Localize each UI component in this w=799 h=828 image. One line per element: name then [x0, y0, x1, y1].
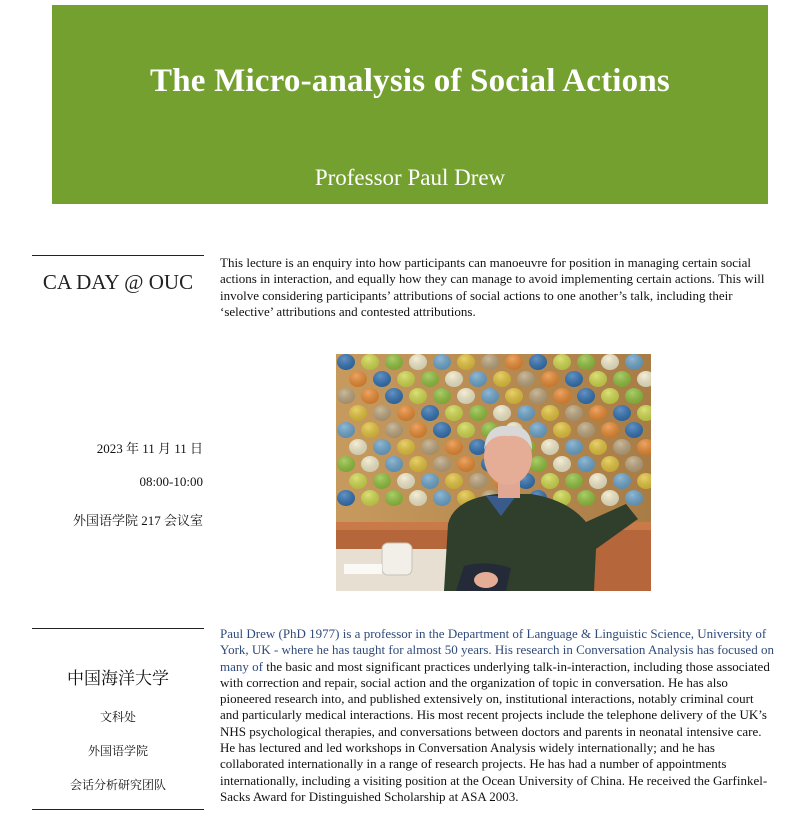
wall-pod-shading — [337, 354, 355, 370]
wall-pod-shading — [397, 439, 415, 455]
wall-pod-shading — [565, 405, 583, 421]
wall-pod-shading — [337, 456, 355, 472]
wall-pod-shading — [553, 354, 571, 370]
wall-pod-shading — [433, 388, 451, 404]
divider-top — [32, 255, 204, 256]
title-banner — [52, 5, 768, 204]
wall-pod-shading — [361, 422, 379, 438]
wall-pod-shading — [349, 473, 367, 489]
wall-pod-shading — [601, 422, 619, 438]
lecture-title: The Micro-analysis of Social Actions — [150, 63, 670, 99]
divider-middle — [32, 628, 204, 629]
wall-pod-shading — [349, 371, 367, 387]
wall-pod-shading — [529, 422, 547, 438]
wall-pod-shading — [409, 422, 427, 438]
wall-pod-shading — [385, 388, 403, 404]
wall-pod-shading — [421, 439, 439, 455]
wall-pod-shading — [373, 473, 391, 489]
wall-pod-shading — [625, 354, 643, 370]
wall-pod-shading — [421, 405, 439, 421]
wall-pod-shading — [385, 422, 403, 438]
wall-pod-shading — [397, 473, 415, 489]
wall-pod-shading — [601, 456, 619, 472]
wall-pod-shading — [601, 490, 619, 506]
wall-pod-shading — [565, 473, 583, 489]
event-name: CA DAY @ OUC — [42, 270, 194, 294]
bio-text: the basic and most significant practices underlying talk-in-interaction, including those associated with correction and repair, social action and the organization of topic in conversation. He has also pioneered research into, and published extensively on, institutional interactions, notably criminal court and particularly medical interactions. His most recent projects include the telephone delivery of the UK’s NHS psychological therapies, and conversations between doctors and parents in neonatal intensive care. He has lectured and led workshops in Conversation Analysis widely internationally; and he has collaborated internationally in a range of research projects. He has had a number of appointments internationally, including a visiting position at the Ocean University of China. He received the Garfinkel-Sacks Award for Distinguished Scholarship at ASA 2003. — [220, 658, 770, 804]
wall-pod-shading — [589, 439, 607, 455]
wall-pod-shading — [589, 371, 607, 387]
wall-pod-shading — [421, 473, 439, 489]
wall-pod-shading — [445, 473, 463, 489]
divider-bottom — [32, 809, 204, 810]
wall-pod-shading — [409, 388, 427, 404]
organizer-1: 外国语学院 — [87, 744, 148, 758]
wall-pod-shading — [337, 490, 355, 506]
speaker-photo — [336, 354, 651, 591]
wall-pod-shading — [553, 422, 571, 438]
wall-pod-shading — [433, 490, 451, 506]
wall-pod-shading — [349, 439, 367, 455]
wall-pod-shading — [385, 354, 403, 370]
wall-pod-shading — [505, 354, 523, 370]
wall-pod-shading — [445, 439, 463, 455]
wall-pod-shading — [613, 371, 631, 387]
speaker-name: Professor Paul Drew — [314, 165, 506, 190]
wall-pod-shading — [505, 388, 523, 404]
wall-pod-shading — [577, 456, 595, 472]
wall-pod-shading — [385, 456, 403, 472]
wall-pod-shading — [493, 371, 511, 387]
wall-pod-shading — [457, 388, 475, 404]
wall-pod-shading — [469, 405, 487, 421]
wall-pod-shading — [553, 456, 571, 472]
wall-pod-shading — [457, 456, 475, 472]
wall-pod-shading — [457, 422, 475, 438]
organizer-2: 会话分析研究团队 — [69, 778, 166, 792]
wall-pod-shading — [433, 456, 451, 472]
wall-pod-shading — [577, 388, 595, 404]
wall-pod-shading — [337, 422, 355, 438]
wall-pod-shading — [625, 456, 643, 472]
wall-pod-shading — [601, 388, 619, 404]
event-time: 08:00-10:00 — [139, 474, 203, 489]
wall-pod-shading — [361, 456, 379, 472]
wall-pod-shading — [409, 456, 427, 472]
wall-pod-shading — [481, 388, 499, 404]
wall-pod-shading — [625, 490, 643, 506]
wall-pod-shading — [529, 388, 547, 404]
wall-pod-shading — [373, 371, 391, 387]
wall-pod-shading — [349, 405, 367, 421]
wall-pod-shading — [625, 422, 643, 438]
wall-pod-shading — [517, 371, 535, 387]
wall-pod-shading — [517, 405, 535, 421]
wall-pod-shading — [433, 354, 451, 370]
lecture-abstract: This lecture is an enquiry into how participants can manoeuvre for position in managing certain social actions in interaction, and equally how they can manage to avoid implementing certain actions. This will involve considering participants’ attributions of social actions to one another’s talk, including their ‘selective’ attributions and contested attributions. — [220, 255, 765, 319]
wall-pod-shading — [493, 405, 511, 421]
wall-pod-shading — [373, 439, 391, 455]
wall-pod-shading — [565, 439, 583, 455]
wall-pod-shading — [397, 371, 415, 387]
wall-pod-shading — [565, 371, 583, 387]
event-venue: 外国语学院 217 会议室 — [72, 513, 203, 528]
wall-pod-shading — [589, 473, 607, 489]
wall-pod-shading — [613, 439, 631, 455]
wall-pod-shading — [577, 422, 595, 438]
wall-pod-shading — [361, 490, 379, 506]
wall-pod-shading — [385, 490, 403, 506]
wall-pod-shading — [469, 371, 487, 387]
event-date: 2023 年 11 月 11 日 — [96, 441, 203, 456]
wall-pod-shading — [541, 439, 559, 455]
wall-pod-shading — [397, 405, 415, 421]
university-name: 中国海洋大学 — [67, 669, 169, 688]
speaker-biography — [220, 626, 775, 805]
wall-pod-shading — [445, 405, 463, 421]
wall-pod-shading — [553, 388, 571, 404]
wall-pod-shading — [577, 490, 595, 506]
wall-pod-shading — [625, 388, 643, 404]
organizer-0: 文科处 — [99, 710, 136, 724]
wall-pod-shading — [613, 473, 631, 489]
wall-pod-shading — [361, 388, 379, 404]
wall-pod-shading — [481, 354, 499, 370]
bio-highlighted-text: Paul Drew (PhD 1977) is a professor in the Department of Language & Linguistic Science, University of York, UK - where he has taught for almost 50 years. His research in Conversation Analysis has focused on many of — [220, 626, 774, 674]
wall-pod-shading — [409, 354, 427, 370]
wall-pod-shading — [589, 405, 607, 421]
wall-pod-shading — [421, 371, 439, 387]
wall-pod-shading — [529, 354, 547, 370]
wall-pod-shading — [361, 354, 379, 370]
wall-pod-shading — [409, 490, 427, 506]
wall-pod-shading — [373, 405, 391, 421]
wall-pod-shading — [613, 405, 631, 421]
wall-pod-shading — [601, 354, 619, 370]
wall-pod-shading — [457, 354, 475, 370]
wall-pod-shading — [433, 422, 451, 438]
wall-pod-shading — [541, 371, 559, 387]
wall-pod-shading — [541, 405, 559, 421]
wall-pod-shading — [445, 371, 463, 387]
wall-pod-shading — [469, 473, 487, 489]
wall-pod-shading — [541, 473, 559, 489]
wall-pod-shading — [577, 354, 595, 370]
wall-pod-shading — [337, 388, 355, 404]
